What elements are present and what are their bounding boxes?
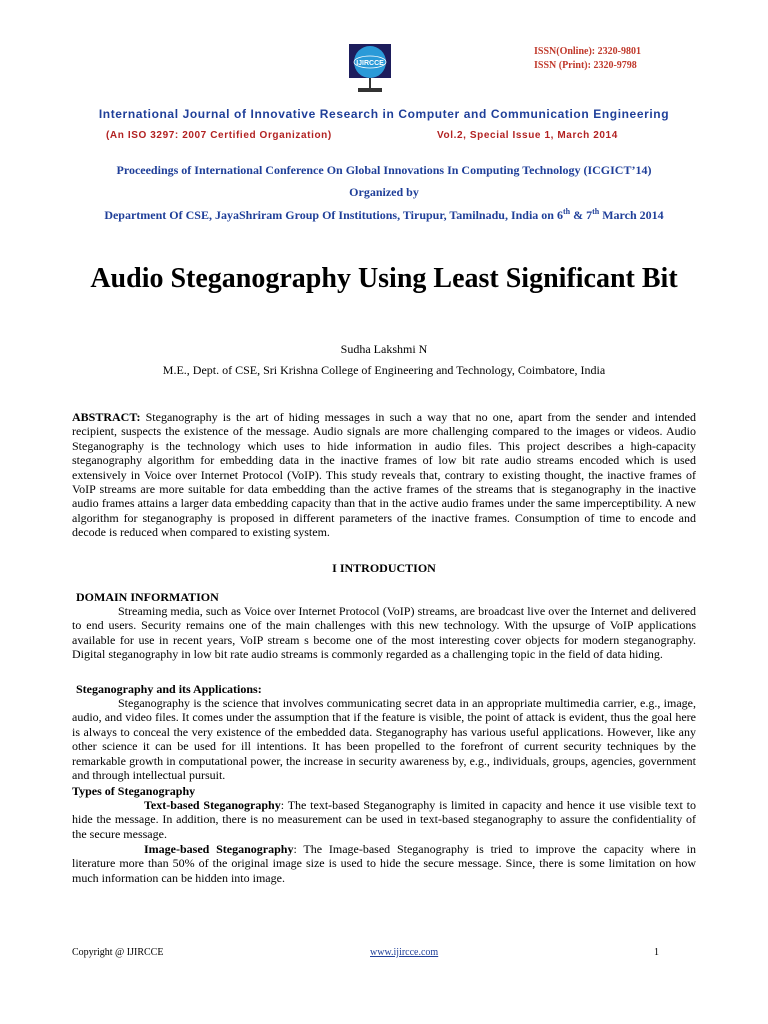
department-pre: Department Of CSE, JayaShriram Group Of Institutions, Tirupur, Tamilnadu, India on 6 (104, 208, 563, 222)
logo-base (358, 88, 382, 92)
paragraph-text-based (72, 798, 696, 841)
issn-block (534, 45, 641, 73)
department-post: March 2014 (599, 208, 664, 222)
paragraph-applications: Steganography is the science that involves communicating secret data in an appropriate multimedia carrier, e.g., image, audio, and video files. It comes under the assumption that if the feature is visible, the point of attack is evident, thus the goal here is always to conceal the very existence of the embedded data. Steganography has various useful applications. However, like any other science it can be used for ill intentions. It has been propelled to the forefront of current security techniques by the remarkable growth in computational power, the increase in security awareness by, e.g., individuals, groups, agencies, government and through intellectual pursuit. (72, 696, 696, 783)
journal-logo (335, 40, 405, 102)
image-based-text: : The Image-based Steganography is tried to improve the capacity where in literature more than 50% of the original image size is used to hide the secure message. Since, there is some limitation on how much information can be hidden into image. (72, 842, 696, 885)
subheading-domain-information: DOMAIN INFORMATION (76, 590, 219, 604)
department-amp: & 7 (570, 208, 593, 222)
text-based-text: : The text-based Steganography is limited in capacity and hence it use visible text to hide the message. In addition, there is no measurement can be used in text-based steganography to assure the confidentiality of the secure message. (72, 798, 696, 841)
abstract (72, 410, 696, 540)
section-heading-introduction: I INTRODUCTION (332, 561, 436, 575)
journal-title: International Journal of Innovative Research in Computer and Communication Engineering (98, 107, 670, 121)
page-number: 1 (654, 947, 659, 958)
date-sup-2: th (592, 207, 600, 216)
abstract-label: ABSTRACT: (72, 410, 141, 424)
text-based-label: Text-based Steganography (144, 798, 281, 812)
subheading-steganography-applications: Steganography and its Applications: (76, 682, 262, 696)
subheading-types: Types of Steganography (72, 784, 196, 798)
author-name: Sudha Lakshmi N (340, 342, 428, 356)
iso-certification: (An ISO 3297: 2007 Certified Organization) (106, 130, 332, 141)
image-based-label: Image-based Steganography (144, 842, 294, 856)
author-affiliation: M.E., Dept. of CSE, Sri Krishna College of Engineering and Technology, Coimbatore, India (162, 363, 606, 377)
proceedings-line: Proceedings of International Conference On Global Innovations In Computing Technology (ICGICT’14) (116, 163, 652, 177)
footer-url-link[interactable]: www.ijircce.com (370, 947, 439, 958)
date-sup-1: th (562, 207, 571, 216)
paragraph-image-based (72, 842, 696, 885)
volume-info: Vol.2, Special Issue 1, March 2014 (437, 130, 618, 141)
paragraph-domain: Streaming media, such as Voice over Internet Protocol (VoIP) streams, are broadcast live over the Internet and delivered to end users. Security remains one of the main challenges with this new technology. With the upsurge of VoIP applications available for use in recent years, VoIP stream s become one of the most interesting cover objects for modern steganography. Digital steganography in low bit rate audio streams is commonly regarded as a challenging topic in the field of data hiding. (72, 604, 696, 662)
department-line (0, 207, 768, 223)
issn-online: ISSN(Online): 2320-9801 (534, 46, 641, 57)
abstract-text: Steganography is the art of hiding messages in such a way that no one, apart from the sender and intended recipient, suspects the existence of the message. Audio signals are more challenging compared to the images or videos. Audio Steganography is the technology which uses to hide information in audio files. This project describes a high-capacity steganography algorithm for embedding data in the inactive frames of low bit rate audio streams encoded which is used extensively in Voice over Internet Protocol (VoIP). This study reveals that, contrary to existing thought, the inactive frames of VoIP streams are more suitable for data embedding than the active frames of the streams that is steganography in the inactive audio frames attains a larger data embedding capacity than that in the active audio frames under the same imperceptibility. A new algorithm for steganography is proposed in different parameters of the inactive frames. Consumption of time to encode and decode is reduced when compared to existing system. (72, 410, 696, 540)
issn-print: ISSN (Print): 2320-9798 (534, 60, 637, 71)
paper-title: Audio Steganography Using Least Significant Bit (90, 263, 678, 294)
logo-text: IJIRCCE (356, 60, 384, 67)
organized-by: Organized by (349, 185, 419, 199)
footer-copyright: Copyright @ IJIRCCE (72, 947, 164, 958)
